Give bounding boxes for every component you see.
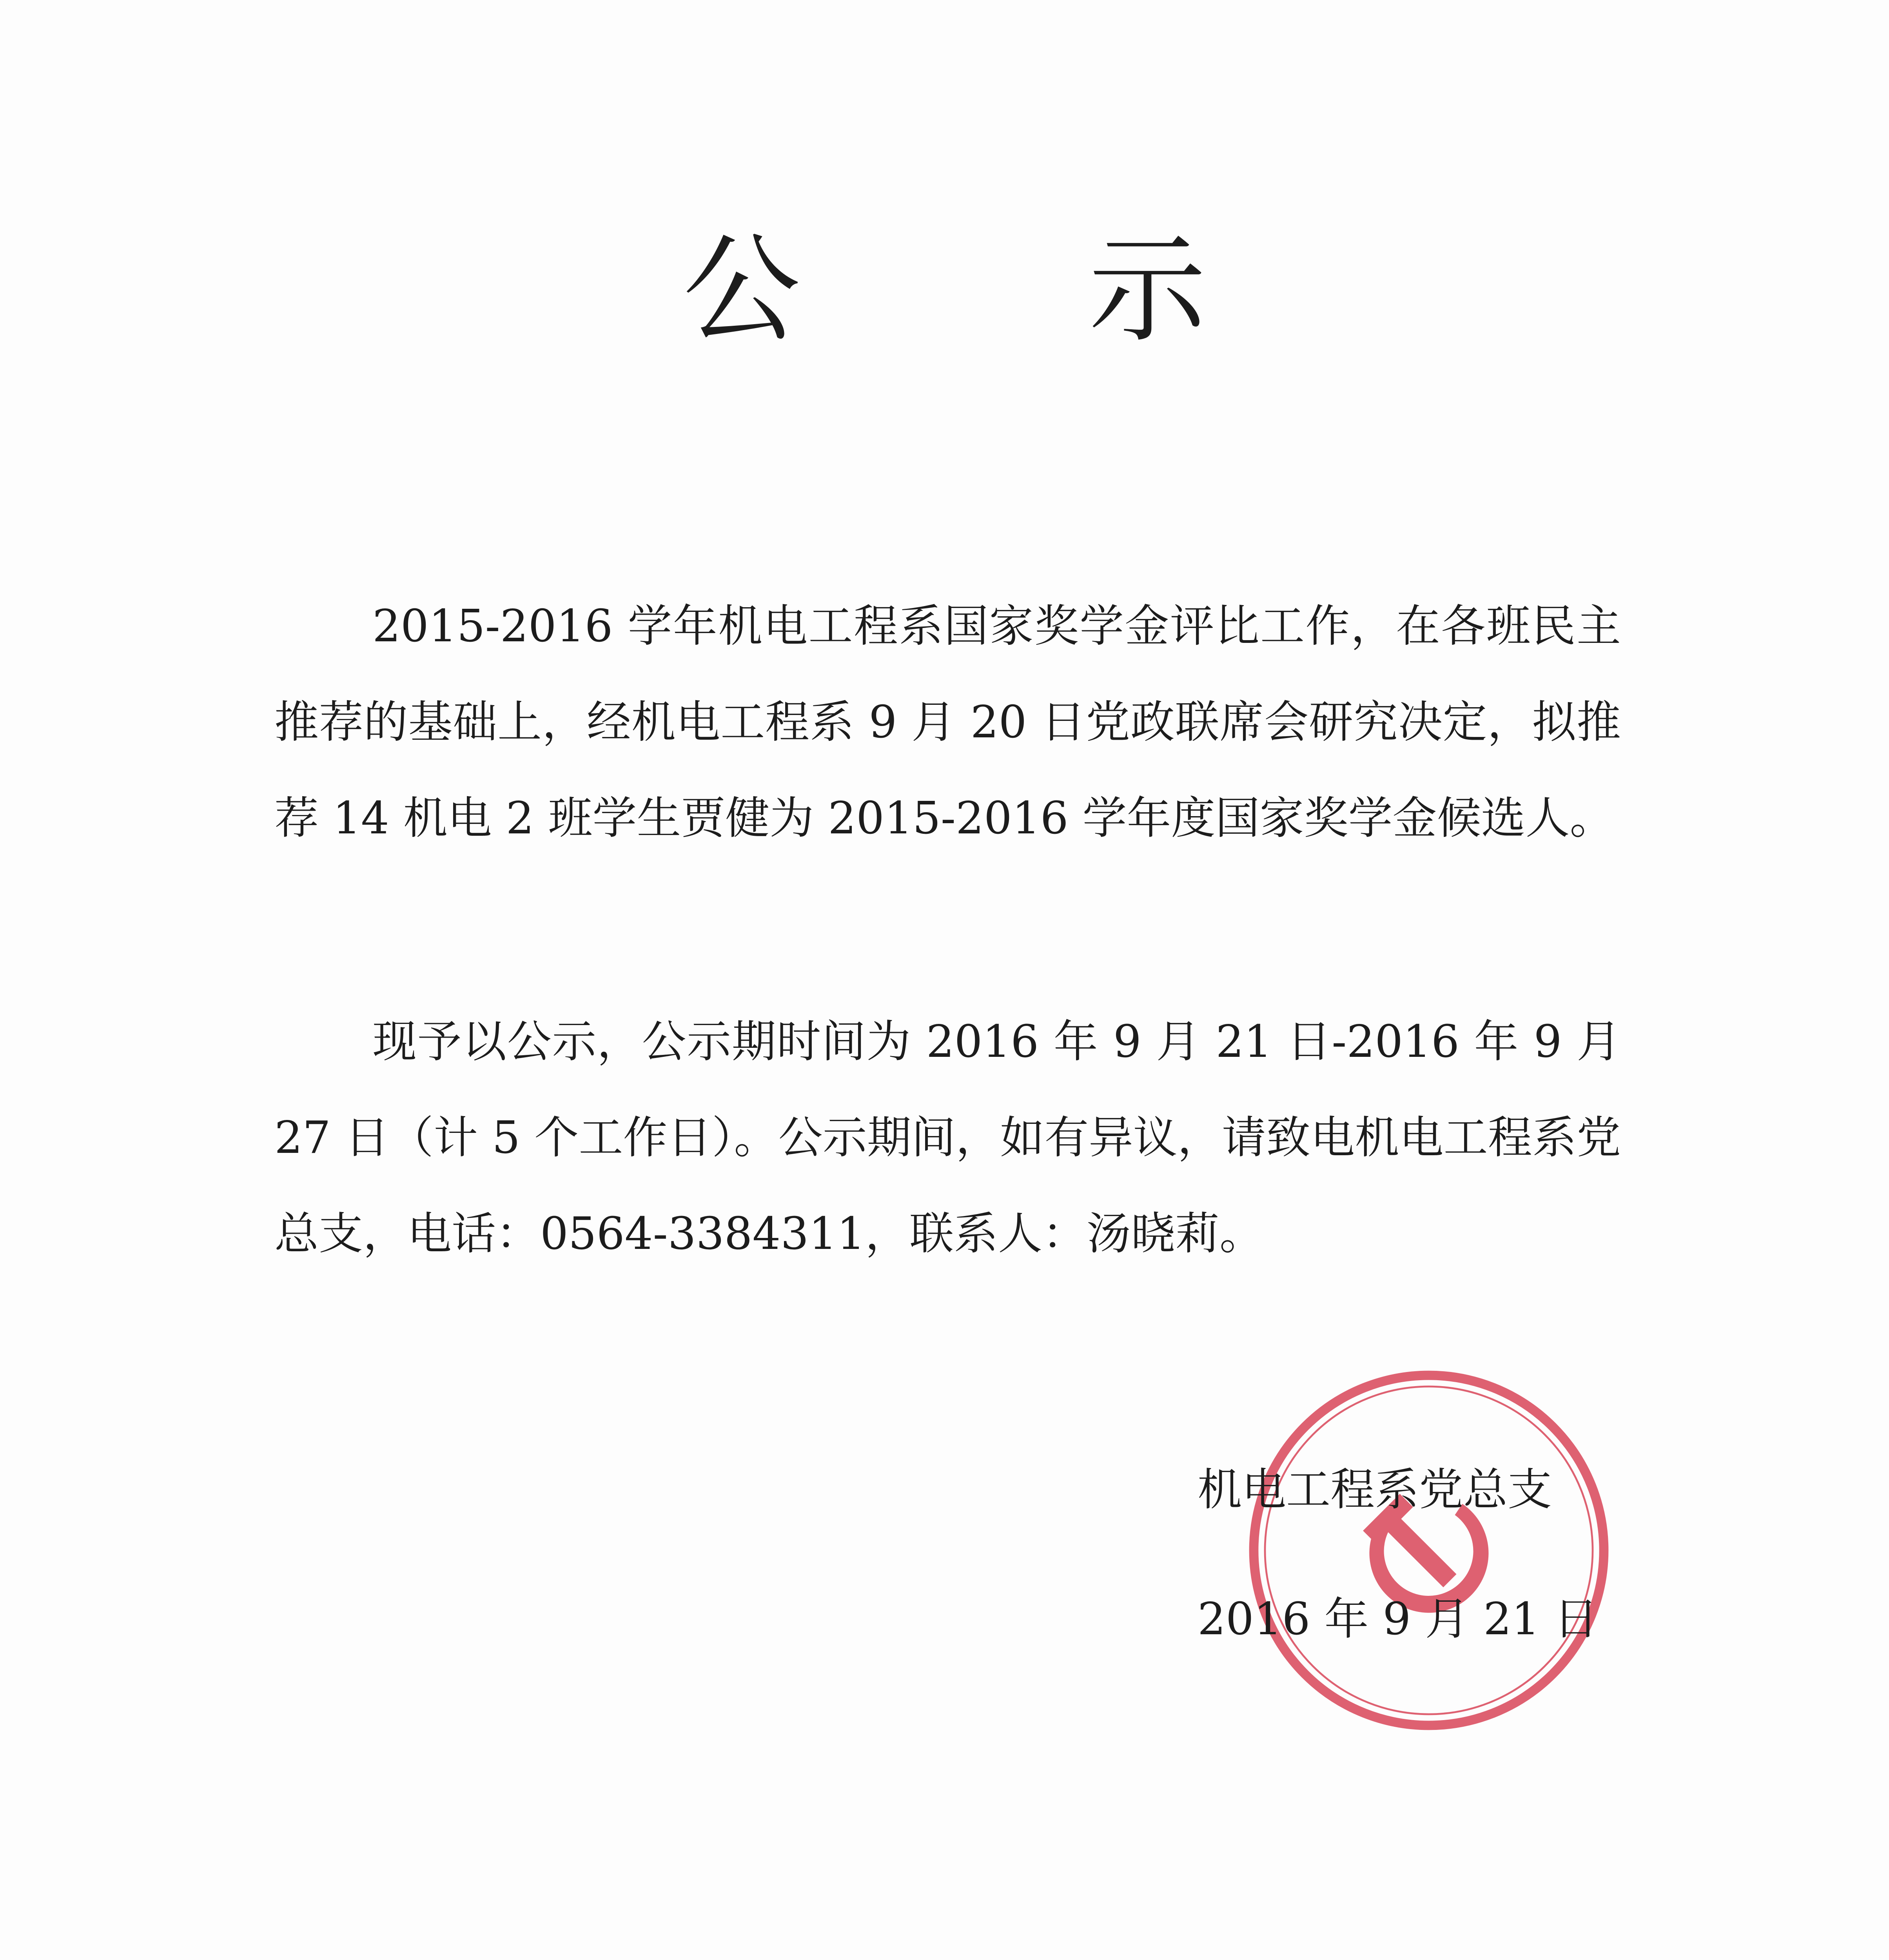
signature-organization: 机电工程系党总支 [1198, 1464, 1552, 1515]
official-seal [1243, 1364, 1615, 1737]
notice-paragraph-1: 2015-2016 学年机电工程系国家奖学金评比工作，在各班民主推荐的基础上，经机电工程系 9 月 20 日党政联席会研究决定，拟推荐 14 机电 2 班学生贾健为 2015-2016 学年度国家奖学金候选人。 [274, 600, 1621, 844]
notice-title: 公 示 [682, 221, 1332, 358]
notice-paragraph-2: 现予以公示，公示期时间为 2016 年 9 月 21 日-2016 年 9 月 27 日（计 5 个工作日）。公示期间，如有异议，请致电机电工程系党总支，电话：0564-3384311，联系人：汤晓莉。 [274, 1016, 1621, 1259]
signature-date: 2016 年 9 月 21 日 [1198, 1593, 1598, 1645]
